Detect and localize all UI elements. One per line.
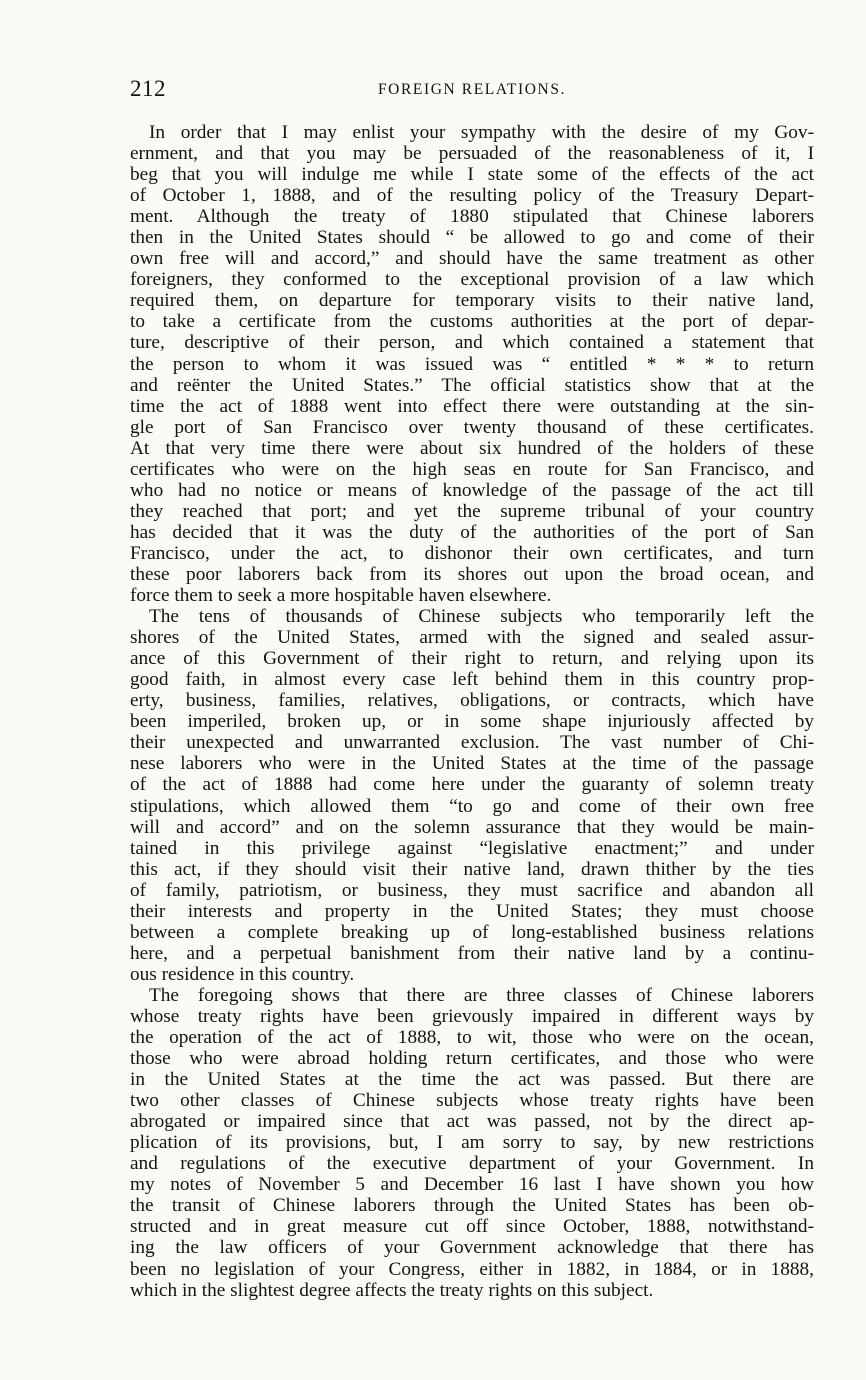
text-line: gle port of San Francisco over twenty thousand of these certificates.	[130, 416, 814, 438]
text-line: The foregoing shows that there are three classes of Chinese laborers	[149, 984, 814, 1006]
paragraph	[130, 606, 814, 985]
text-line: between a complete breaking up of long-established business relations	[130, 921, 814, 943]
text-line: force them to seek a more hospitable haven elsewhere.	[130, 585, 552, 607]
text-line: my notes of November 5 and December 16 last I have shown you how	[130, 1174, 814, 1196]
text-line: tained in this privilege against “legislative enactment;” and under	[130, 837, 814, 859]
text-line: in the United States at the time the act was passed. But there are	[130, 1069, 814, 1091]
text-line: stipulations, which allowed them “to go and come of their own free	[130, 795, 814, 817]
text-line: two other classes of Chinese subjects whose treaty rights have been	[130, 1090, 814, 1112]
page-header	[130, 76, 814, 106]
text-line: shores of the United States, armed with the signed and sealed assur-	[130, 627, 814, 649]
text-line: erty, business, families, relatives, obligations, or contracts, which have	[130, 690, 814, 712]
text-line: ment. Although the treaty of 1880 stipulated that Chinese laborers	[130, 206, 814, 228]
text-line: of October 1, 1888, and of the resulting policy of the Treasury Depart-	[130, 185, 814, 207]
text-line: abrogated or impaired since that act was passed, not by the direct ap-	[130, 1111, 814, 1133]
text-line: has decided that it was the duty of the authorities of the port of San	[130, 521, 814, 543]
text-line: certificates who were on the high seas en route for San Francisco, and	[130, 458, 814, 480]
paragraph	[130, 985, 814, 1301]
text-line: these poor laborers back from its shores out upon the broad ocean, and	[130, 563, 814, 585]
text-line: their interests and property in the United States; they must choose	[130, 900, 814, 922]
text-line: been no legislation of your Congress, either in 1882, in 1884, or in 1888,	[130, 1258, 814, 1280]
paragraph	[130, 122, 814, 606]
text-line: ous residence in this country.	[130, 963, 355, 985]
text-line: those who were abroad holding return certificates, and those who were	[130, 1048, 814, 1070]
text-line: here, and a perpetual banishment from their native land by a continu-	[130, 942, 814, 964]
text-line: beg that you will indulge me while I state some of the effects of the act	[130, 164, 814, 186]
text-line: and regulations of the executive department of your Government. In	[130, 1153, 814, 1175]
text-line: foreigners, they conformed to the exceptional provision of a law which	[130, 269, 814, 291]
text-line: which in the slightest degree affects the treaty rights on this subject.	[130, 1279, 654, 1301]
text-line: of the act of 1888 had come here under the guaranty of solemn treaty	[130, 774, 814, 796]
running-head: FOREIGN RELATIONS.	[377, 81, 567, 98]
text-line: plication of its provisions, but, I am sorry to say, by new restrictions	[130, 1132, 814, 1154]
text-line: then in the United States should “ be allowed to go and come of their	[130, 227, 814, 249]
page-number: 212	[130, 76, 166, 101]
text-line: ing the law officers of your Government acknowledge that there has	[130, 1237, 814, 1259]
text-line: required them, on departure for temporary visits to their native land,	[130, 290, 814, 312]
text-line: their unexpected and unwarranted exclusion. The vast number of Chi-	[130, 732, 814, 754]
text-line: the person to whom it was issued was “ entitled * * * to return	[130, 353, 814, 375]
text-line: will and accord” and on the solemn assurance that they would be main-	[130, 816, 814, 838]
text-line: time the act of 1888 went into effect there were outstanding at the sin-	[130, 395, 814, 417]
text-line: the operation of the act of 1888, to wit, those who were on the ocean,	[130, 1027, 814, 1049]
text-line: nese laborers who were in the United States at the time of the passage	[130, 753, 814, 775]
text-line: this act, if they should visit their native land, drawn thither by the ties	[130, 858, 814, 880]
text-line: ture, descriptive of their person, and which contained a statement that	[130, 332, 814, 354]
text-line: At that very time there were about six hundred of the holders of these	[130, 437, 814, 459]
text-line: the transit of Chinese laborers through the United States has been ob-	[130, 1195, 814, 1217]
text-line: they reached that port; and yet the supreme tribunal of your country	[130, 500, 814, 522]
text-line: to take a certificate from the customs authorities at the port of depar-	[130, 311, 814, 333]
text-line: own free will and accord,” and should have the same treatment as other	[130, 248, 814, 270]
text-line: whose treaty rights have been grievously impaired in different ways by	[130, 1005, 814, 1027]
text-line: Francisco, under the act, to dishonor their own certificates, and turn	[130, 542, 814, 564]
text-line: ernment, and that you may be persuaded of the reasonableness of it, I	[130, 143, 814, 165]
text-line: In order that I may enlist your sympathy with the desire of my Gov-	[149, 122, 814, 143]
text-line: of family, patriotism, or business, they must sacrifice and abandon all	[130, 879, 814, 901]
text-line: been imperiled, broken up, or in some shape injuriously affected by	[130, 711, 814, 733]
text-line: structed and in great measure cut off since October, 1888, notwithstand-	[130, 1216, 814, 1238]
text-line: The tens of thousands of Chinese subjects who temporarily left the	[149, 606, 814, 628]
text-line: who had no notice or means of knowledge of the passage of the act till	[130, 479, 814, 501]
text-line: and reënter the United States.” The official statistics show that at the	[130, 374, 814, 396]
text-line: good faith, in almost every case left behind them in this country prop-	[130, 669, 814, 691]
text-line: ance of this Government of their right to return, and relying upon its	[130, 648, 814, 670]
body-text	[130, 122, 814, 1301]
